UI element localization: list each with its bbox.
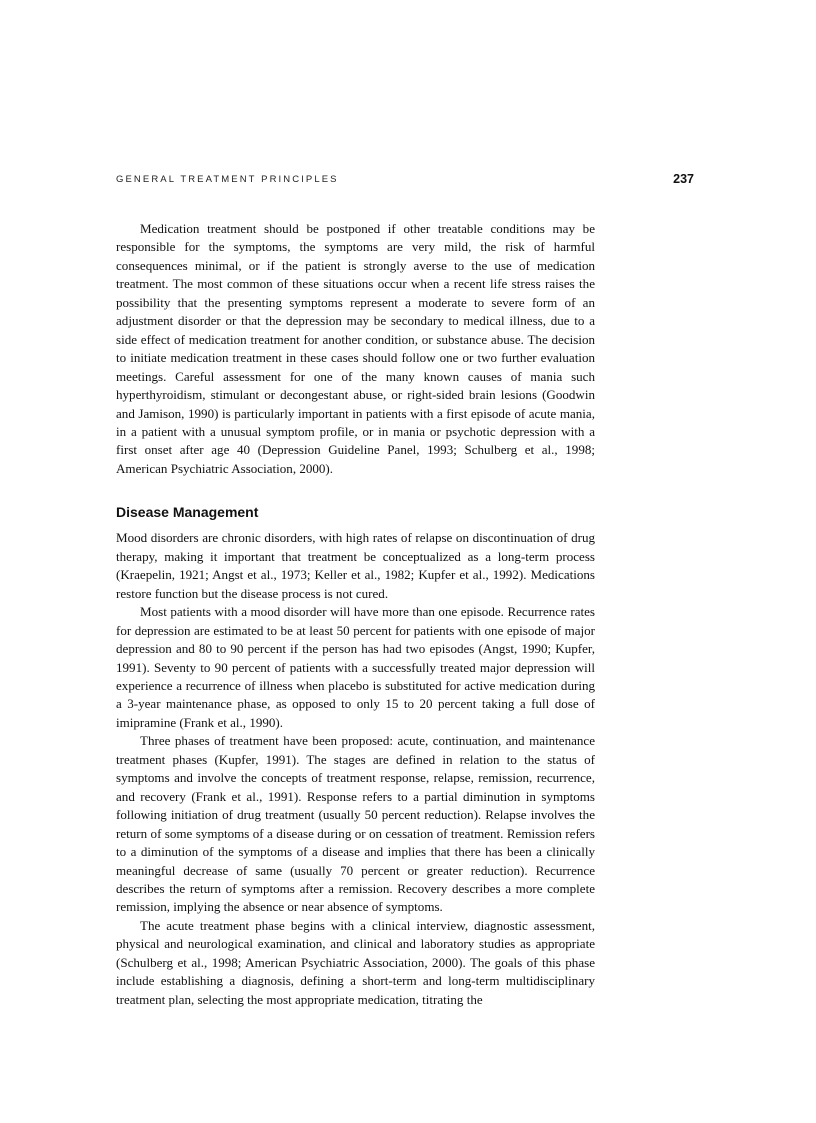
paragraph-acute-phase: The acute treatment phase begins with a clinical interview, diagnostic assessment, physical and neurological examination, and clinical and laboratory studies as appropriate (Schulberg et al., 1998; American Psychiatric Association, 2000). The goals of this phase include establishing a diagnosis, defining a short-term and long-term multidisciplinary treatment plan, selecting the most appropriate medication, titrating the [116,917,595,1007]
page-body [116,220,595,1009]
section-heading-disease-management: Disease Management [116,504,259,521]
page-number: 237 [673,172,694,186]
paragraph-recurrence-rates: Most patients with a mood disorder will have more than one episode. Recurrence rates for depression are estimated to be at least 50 percent for patients with one episode of major depression and 80 to 90 percent if the person has had two episodes (Angst, 1990; Kupfer, 1991). Seventy to 90 percent of patients with a successfully treated major depression will experience a recurrence of illness when placebo is substituted for active medication during a 3-year maintenance phase, as opposed to only 15 to 20 percent taking a full dose of imipramine (Frank et al., 1990). [116,604,595,730]
paragraph-chronic-disorders: Mood disorders are chronic disorders, with high rates of relapse on discontinuation of drug therapy, making it important that treatment be conceptualized as a long-term process (Kraepelin, 1921; Angst et al., 1973; Keller et al., 1982; Kupfer et al., 1992). Medications restore function but the disease process is not cured. [116,530,595,601]
running-head: GENERAL TREATMENT PRINCIPLES [116,174,339,185]
paragraph-treatment-phases: Three phases of treatment have been proposed: acute, continuation, and maintenance treatment phases (Kupfer, 1991). The stages are defined in relation to the status of symptoms and involve the concepts of treatment response, relapse, remission, recurrence, and recovery (Frank et al., 1991). Response refers to a partial diminution in symptoms following initiation of drug treatment (usually 50 percent reduction). Relapse involves the return of some symptoms of a disease during or on cessation of treatment. Remission refers to a diminution of the symptoms of a disease and implies that there has been a clinically meaningful decrease of same (usually 70 percent or greater reduction). Recurrence describes the return of symptoms after a remission. Recovery describes a more complete remission, implying the absence or near absence of symptoms. [116,733,595,915]
paragraph-medication-postponement: Medication treatment should be postponed if other treatable conditions may be responsible for the symptoms, the symptoms are very mild, the risk of harmful consequences minimal, or if the patient is strongly averse to the use of medication treatment. The most common of these situations occur when a recent life stress raises the possibility that the presenting symptoms represent a moderate to severe form of an adjustment disorder or that the depression may be secondary to medical illness, due to a side effect of medication treatment for another condition, or substance abuse. The decision to initiate medication treatment in these cases should follow one or two further evaluation meetings. Careful assessment for one of the many known causes of mania such hyperthyroidism, stimulant or decongestant abuse, or right-sided brain lesions (Goodwin and Jamison, 1990) is particularly important in patients with a first episode of acute mania, in a patient with a unusual symptom profile, or in mania or psychotic depression with a first onset after age 40 (Depression Guideline Panel, 1993; Schulberg et al., 1998; American Psychiatric Association, 2000). [116,221,595,476]
